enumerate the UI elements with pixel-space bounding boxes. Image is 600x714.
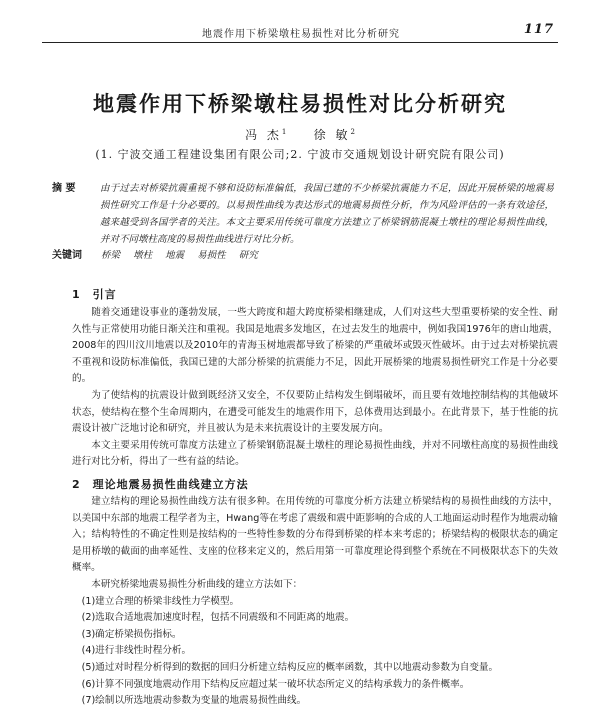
list-item: (5)通过对时程分析得到的数据的回归分析建立结构反应的概率函数，其中以地震动参数为自变量。 bbox=[81, 661, 499, 673]
paragraph: 为了使结构的抗震设计做到既经济又安全，不仅要防止结构发生倒塌破坏，而且要有效地控制结构的其他破坏状态，使结构在整个生命周期内，在遭受可能发生的地震作用下，总体费用达到最小。在此背景下，基于性能的抗震设计被广泛地讨论和研究，并且被认为是未来抗震设计的主要发展方向。 bbox=[72, 389, 558, 435]
abstract-label: 摘 要 bbox=[52, 183, 76, 194]
affiliation: (1. 宁波交通工程建设集团有限公司;2. 宁波市交通规划设计研究院有限公司) bbox=[95, 148, 505, 161]
section-number: 2 bbox=[72, 478, 81, 491]
section-2-body bbox=[72, 494, 558, 710]
section-heading-2 bbox=[72, 476, 249, 492]
paper-title: 地震作用下桥梁墩柱易损性对比分析研究 bbox=[93, 92, 507, 116]
list-item: (3)确定桥梁损伤指标。 bbox=[81, 628, 182, 640]
keywords-block bbox=[52, 246, 554, 261]
keyword: 易损性 bbox=[197, 250, 226, 261]
list-item: (7)绘制以所选地震动参数为变量的地震易损性曲线。 bbox=[81, 695, 307, 707]
paragraph: 本文主要采用传统可靠度方法建立了桥梁钢筋混凝土墩柱的理论易损性曲线，并对不同墩柱高度的易损性曲线进行对比分析，得出了一些有益的结论。 bbox=[72, 439, 558, 468]
section-number: 1 bbox=[72, 288, 81, 301]
abstract-block bbox=[52, 180, 554, 248]
section-title: 引言 bbox=[92, 288, 117, 301]
running-title: 地震作用下桥梁墩柱易损性对比分析研究 bbox=[202, 29, 400, 40]
author-name: 冯 杰 bbox=[245, 128, 282, 142]
author-mark: 1 bbox=[281, 128, 287, 136]
section-heading-1 bbox=[72, 286, 117, 302]
author-name: 徐 敏 bbox=[313, 128, 351, 142]
method-steps bbox=[72, 594, 558, 710]
running-header bbox=[42, 22, 558, 43]
paragraph: 本研究桥梁地震易损性分析曲线的建立方法如下： bbox=[91, 578, 303, 590]
keywords-label: 关键词 bbox=[52, 250, 82, 261]
author-mark: 2 bbox=[350, 128, 355, 136]
paragraph: 随着交通建设事业的蓬勃发展，一些大跨度和超大跨度桥梁相继建成，人们对这些大型重要桥梁的安全性、耐久性与正常使用功能日渐关注和重视。我国是地震多发地区，在过去发生的地震中，例如我国1976年的唐山地震，2008年的四川汶川地震以及2010年的青海玉树地震都导致了桥梁的严重破坏或毁灭性破坏。由于过去对桥梁抗震不重视和设防标准偏低，我国已建的大部分桥梁的抗震能力不足，因此开展桥梁的地震易损性研究工作是十分必要的。 bbox=[72, 307, 558, 385]
list-item: (1)建立合理的桥梁非线性力学模型。 bbox=[81, 595, 240, 607]
author-list bbox=[0, 126, 600, 143]
abstract-text: 由于过去对桥梁抗震重视不够和设防标准偏低，我国已建的不少桥梁抗震能力不足，因此开展桥梁的地震易损性研究工作是十分必要的。以易损性曲线为表达形式的地震易损性分析，作为风险评估的一条有效途径，越来越受到各国学者的关注。本文主要采用传统可靠度方法建立了桥梁钢筋混凝土墩柱的理论易损性曲线，并对不同墩柱高度的易损性曲线进行对比分析。 bbox=[100, 183, 554, 245]
keyword: 研究 bbox=[238, 250, 258, 261]
keyword: 桥梁 bbox=[101, 250, 121, 261]
page-number: 117 bbox=[523, 22, 554, 37]
paragraph: 建立结构的理论易损性曲线方法有很多种。在用传统的可靠度分析方法建立桥梁结构的易损性曲线的方法中，以美国中东部的地震工程学者为主，Hwang等在考虑了震级和震中距影响的合成的人工地面运动时程作为地震动输入；结构特性的不确定性则是按结构的一些特性参数的分布得到桥梁的样本来考虑的；桥梁结构的极限状态的确定是用桥墩的截面的曲率延性、支座的位移来定义的，然后用第一可靠度理论得到整个系统在不同极限状态下的失效概率。 bbox=[72, 496, 558, 574]
list-item: (2)选取合适地震加速度时程，包括不同震级和不同距离的地震。 bbox=[81, 612, 355, 624]
list-item: (6)计算不同强度地震动作用下结构反应超过某一破坏状态所定义的结构承载力的条件概率。 bbox=[81, 678, 470, 690]
list-item: (4)进行非线性时程分析。 bbox=[81, 645, 192, 657]
section-1-body bbox=[72, 305, 558, 471]
keyword: 地震 bbox=[165, 250, 185, 261]
keyword: 墩柱 bbox=[133, 250, 153, 261]
section-title: 理论地震易损性曲线建立方法 bbox=[92, 478, 249, 491]
